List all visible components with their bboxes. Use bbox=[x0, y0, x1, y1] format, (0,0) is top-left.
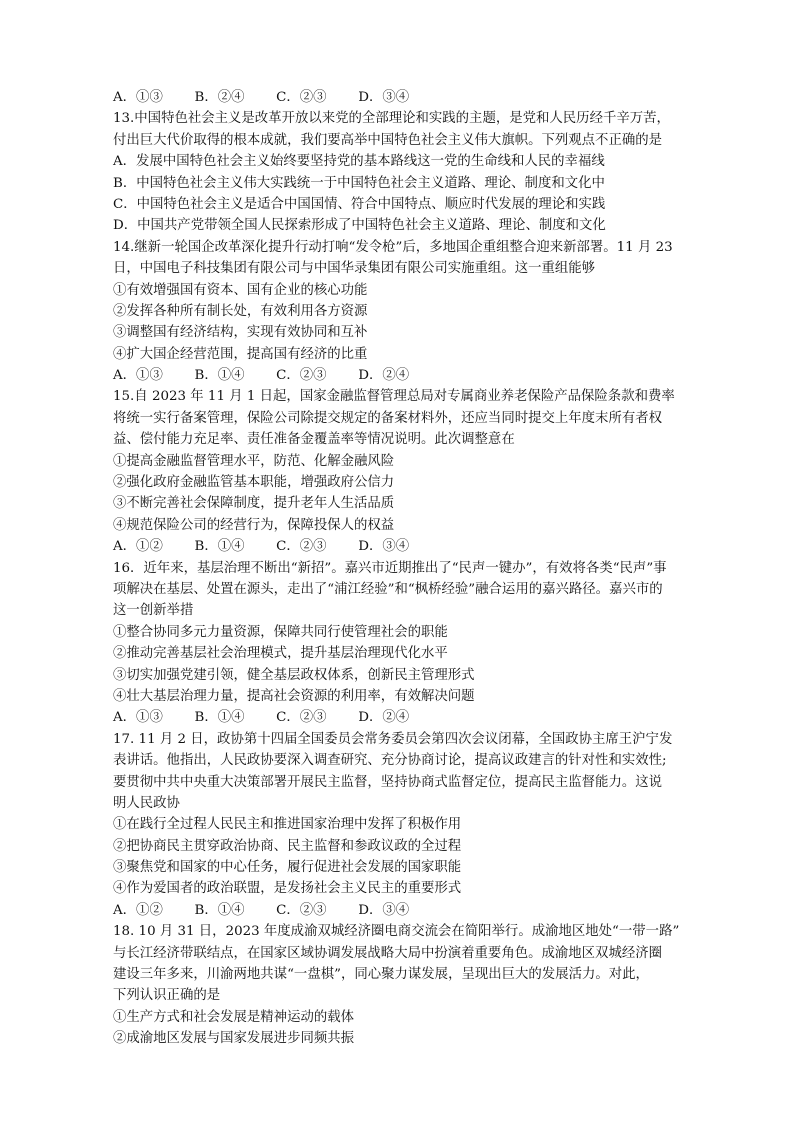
q12-options: A．①③ B．②④ C．②③ D．③④ bbox=[113, 90, 410, 105]
q13-option-d: D．中国共产党带领全国人民探索形成了中国特色社会主义道路、理论、制度和文化 bbox=[113, 218, 606, 234]
q16-options: A．①③ B．①④ C．②③ D．②④ bbox=[113, 710, 410, 726]
q16-stem-line-1: 16．近年来，基层治理不断出“新招”。嘉兴市近期推出了“民声一键办”，有效将各类“民声”事 bbox=[113, 560, 667, 576]
q17-item-4: ④作为爱国者的政治联盟，是发扬社会主义民主的重要形式 bbox=[113, 881, 462, 897]
q13-option-c: C．中国特色社会主义是适合中国国情、符合中国特点、顺应时代发展的理论和实践 bbox=[113, 196, 606, 212]
q13-option-b: B．中国特色社会主义伟大实践统一于中国特色社会主义道路、理论、制度和文化中 bbox=[113, 175, 605, 191]
q18-stem-line-2: 与长江经济带联结点，在国家区域协调发展战略大局中扮演着重要角色。成渝地区双城经济圈 bbox=[113, 945, 663, 961]
q15-item-1: ①提高金融监督管理水平，防范、化解金融风险 bbox=[113, 453, 395, 469]
q13-option-a: A．发展中国特色社会主义始终要坚持党的基本路线这一党的生命线和人民的幸福线 bbox=[113, 154, 605, 170]
q18-item-2: ②成渝地区发展与国家发展进步同频共振 bbox=[113, 1031, 355, 1047]
q14-item-4: ④扩大国企经营范围，提高国有经济的比重 bbox=[113, 346, 368, 362]
q17-stem-line-2: 表讲话。他指出，人民政协要深入调查研究、充分协商讨论，提高议政建言的针对性和实效性; bbox=[113, 753, 667, 769]
q14-stem-line-1: 14.继新一轮国企改革深化提升行动打响“发令枪”后，多地国企重组整合迎来新部署。11 月 23 bbox=[113, 239, 673, 255]
q16-item-4: ④壮大基层治理力量，提高社会资源的利用率，有效解决问题 bbox=[113, 688, 475, 704]
q15-stem-line-3: 益、偿付能力充足率、责任准备金覆盖率等情况说明。此次调整意在 bbox=[113, 432, 515, 448]
q18-stem-line-1: 18. 10 月 31 日，2023 年度成渝双城经济圈电商交流会在简阳举行。成渝地区地处“一带一路” bbox=[113, 924, 680, 940]
q16-item-2: ②推动完善基层社会治理模式，提升基层治理现代化水平 bbox=[113, 646, 448, 662]
exam-page bbox=[113, 87, 686, 1050]
q16-stem-line-2: 项解决在基层、处置在源头，走出了“浦江经验”和“枫桥经验”融合运用的嘉兴路径。嘉兴市的 bbox=[113, 581, 663, 597]
q15-stem-line-1: 15.自 2023 年 11 月 1 日起，国家金融监督管理总局对专属商业养老保险产品保险条款和费率 bbox=[113, 389, 675, 405]
q14-item-3: ③调整国有经济结构，实现有效协同和互补 bbox=[113, 325, 368, 341]
q17-item-2: ②把协商民主贯穿政治协商、民主监督和参政议政的全过程 bbox=[113, 838, 462, 854]
q17-item-3: ③聚焦党和国家的中心任务，履行促进社会发展的国家职能 bbox=[113, 860, 462, 876]
q17-stem-line-3: 要贯彻中共中央重大决策部署开展民主监督，坚持协商式监督定位，提高民主监督能力。这说 bbox=[113, 774, 663, 790]
q15-item-2: ②强化政府金融监管基本职能，增强政府公信力 bbox=[113, 475, 395, 491]
q16-stem-line-3: 这一创新举措 bbox=[113, 603, 194, 619]
q17-stem-line-1: 17. 11 月 2 日，政协第十四届全国委员会常务委员会第四次会议闭幕，全国政协主席王沪宁发 bbox=[113, 731, 673, 747]
q18-stem-line-3: 建设三年多来，川渝两地共谋“一盘棋”，同心聚力谋发展，呈现出巨大的发展活力。对此， bbox=[113, 967, 649, 983]
q16-item-3: ③切实加强党建引领，健全基层政权体系，创新民主管理形式 bbox=[113, 667, 475, 683]
q18-item-1: ①生产方式和社会发展是精神运动的载体 bbox=[113, 1009, 355, 1025]
q15-options: A．①② B．①④ C．②③ D．③④ bbox=[113, 539, 410, 555]
q15-item-4: ④规范保险公司的经营行为，保障投保人的权益 bbox=[113, 517, 395, 533]
q14-item-1: ①有效增强国有资本、国有企业的核心功能 bbox=[113, 282, 368, 298]
q16-item-1: ①整合协同多元力量资源，保障共同行使管理社会的职能 bbox=[113, 624, 448, 640]
q14-stem-line-2: 日，中国电子科技集团有限公司与中国华录集团有限公司实施重组。这一重组能够 bbox=[113, 261, 596, 277]
q13-stem-line-1: 13.中国特色社会主义是改革开放以来党的全部理论和实践的主题，是党和人民历经千辛万苦， bbox=[113, 111, 670, 127]
q17-options: A．①② B．①④ C．②③ D．③④ bbox=[113, 902, 410, 918]
q14-options: A．①③ B．①④ C．②③ D．②④ bbox=[113, 368, 410, 384]
q15-item-3: ③不断完善社会保障制度，提升老年人生活品质 bbox=[113, 496, 395, 512]
q15-stem-line-2: 将统一实行备案管理，保险公司除提交规定的备案材料外，还应当同时提交上年度末所有者权 bbox=[113, 410, 663, 426]
q14-item-2: ②发挥各种所有制长处，有效利用各方资源 bbox=[113, 303, 368, 319]
q18-stem-line-4: 下列认识正确的是 bbox=[113, 988, 221, 1004]
q13-stem-line-2: 付出巨大代价取得的根本成就，我们要高举中国特色社会主义伟大旗帜。下列观点不正确的是 bbox=[113, 132, 663, 148]
q17-stem-line-4: 明人民政协 bbox=[113, 795, 180, 811]
q17-item-1: ①在践行全过程人民民主和推进国家治理中发挥了积极作用 bbox=[113, 817, 462, 833]
